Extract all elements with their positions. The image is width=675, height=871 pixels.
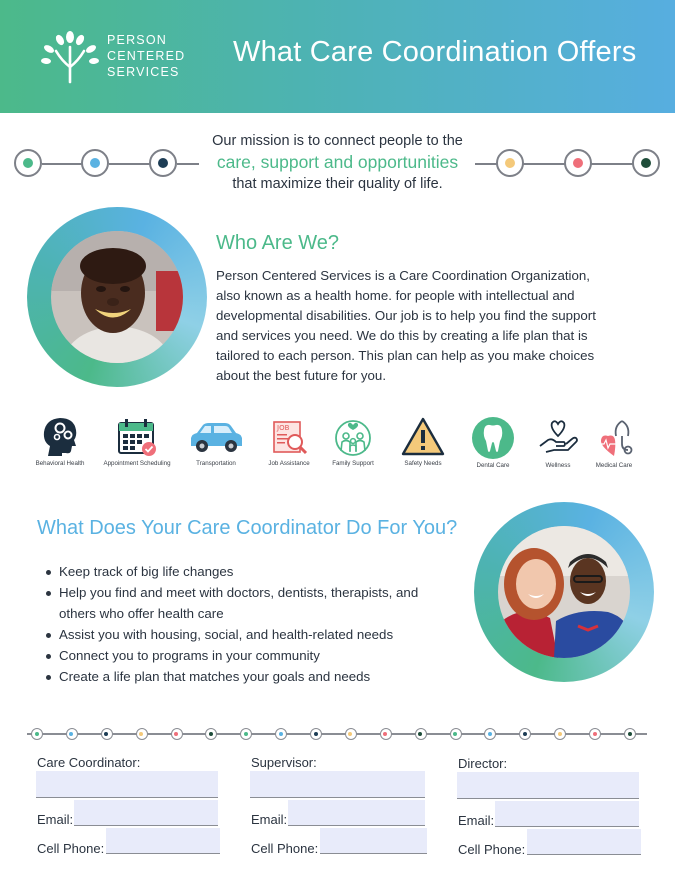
who-line: Person Centered Services is a Care Coordination Organization, xyxy=(216,268,590,283)
page-title: What Care Coordination Offers xyxy=(233,36,637,68)
cell-phone-label: Cell Phone: xyxy=(458,842,526,857)
bullet-item: Create a life plan that matches your goals and needs xyxy=(44,666,464,687)
coordinator-heading: What Does Your Care Coordinator Do For You? xyxy=(37,517,458,539)
divider-dot-fill xyxy=(488,732,492,736)
divider-dot-fill xyxy=(383,732,387,736)
portrait-ring xyxy=(27,207,207,387)
divider-dot-fill xyxy=(35,732,39,736)
connector-line xyxy=(591,163,633,165)
logo-line: PERSON xyxy=(107,33,167,47)
divider-dot-fill xyxy=(418,732,422,736)
divider-dot xyxy=(66,728,78,740)
bullet-item: Keep track of big life changes xyxy=(44,561,464,582)
portrait-photo xyxy=(51,231,183,363)
divider-dot xyxy=(171,728,183,740)
divider-dot-fill xyxy=(69,732,73,736)
who-line: also known as a health home. for people with intellectual and xyxy=(216,288,575,303)
mission-dot-fill xyxy=(23,158,33,168)
service-label: Wellness xyxy=(545,462,571,469)
mission-dot xyxy=(149,149,177,177)
mission-line-1: Our mission is to connect people to the xyxy=(212,133,463,149)
coordinator-photo-ring xyxy=(474,502,654,682)
service-label: Transportation xyxy=(196,460,236,467)
mission-line-3: that maximize their quality of life. xyxy=(232,176,443,192)
director-label: Director: xyxy=(458,756,508,771)
divider-dot xyxy=(31,728,43,740)
tooth-icon xyxy=(471,416,515,460)
logo-line: CENTERED xyxy=(107,49,186,63)
connector-line xyxy=(109,163,150,165)
divider-dot xyxy=(624,728,636,740)
divider-dot xyxy=(554,728,566,740)
service-family-support xyxy=(313,416,393,467)
logo-line: SERVICES xyxy=(107,65,180,79)
email-label: Email: xyxy=(251,812,288,827)
divider-dot xyxy=(519,728,531,740)
mission-dot-fill xyxy=(505,158,515,168)
connector-line xyxy=(523,163,565,165)
service-label: Safety Needs xyxy=(404,460,442,467)
divider-dot-fill xyxy=(348,732,352,736)
director-phone-field[interactable] xyxy=(527,829,641,855)
divider-dot xyxy=(589,728,601,740)
family-icon xyxy=(332,416,374,458)
service-appointment-scheduling xyxy=(97,416,177,467)
mission-dot xyxy=(496,149,524,177)
cell-phone-label: Cell Phone: xyxy=(37,841,105,856)
bullet-item: Help you find and meet with doctors, dentists, therapists, and xyxy=(44,582,464,603)
mission-dot xyxy=(81,149,109,177)
mission-dot xyxy=(564,149,592,177)
coordinator-photo xyxy=(498,526,630,658)
service-transportation xyxy=(176,416,256,467)
divider-dot xyxy=(380,728,392,740)
divider-dot-fill xyxy=(104,732,108,736)
care-coordinator-phone-field[interactable] xyxy=(106,828,220,854)
supervisor-email-field[interactable] xyxy=(288,800,425,826)
service-medical-care xyxy=(574,416,654,469)
tree-logo-icon xyxy=(40,27,100,85)
coordinator-bullet-list xyxy=(44,561,464,687)
calendar-icon xyxy=(116,416,158,458)
divider-dot xyxy=(310,728,322,740)
service-label: Appointment Scheduling xyxy=(103,460,171,467)
divider-dot xyxy=(415,728,427,740)
bullet-item-continuation: others who offer health care xyxy=(59,606,224,621)
svg-text:JOB: JOB xyxy=(277,424,290,432)
divider-dot-fill xyxy=(593,732,597,736)
brain-gears-icon xyxy=(40,416,80,458)
care-coordinator-field[interactable] xyxy=(36,771,218,798)
care-coordinator-email-field[interactable] xyxy=(74,800,218,826)
who-line: developmental disabilities. Our job is to help you find the support xyxy=(216,308,596,323)
divider-dot-fill xyxy=(453,732,457,736)
email-label: Email: xyxy=(458,813,495,828)
mission-dot xyxy=(14,149,42,177)
who-line: and services you need. We do this by creating a life plan that is xyxy=(216,328,588,343)
mission-dot-fill xyxy=(573,158,583,168)
who-line: tailored to each person. This plan can help as you make choices xyxy=(216,348,595,363)
divider-dot-fill xyxy=(139,732,143,736)
email-label: Email: xyxy=(37,812,74,827)
divider-dot-fill xyxy=(558,732,562,736)
divider-dot-fill xyxy=(174,732,178,736)
divider-dot-fill xyxy=(523,732,527,736)
director-field[interactable] xyxy=(457,772,639,799)
divider-dot-fill xyxy=(628,732,632,736)
mission-dot xyxy=(632,149,660,177)
divider-dot xyxy=(345,728,357,740)
director-email-field[interactable] xyxy=(495,801,639,827)
divider-dot-fill xyxy=(244,732,248,736)
mission-highlight: care, support and opportunities xyxy=(216,152,459,172)
service-behavioral-health xyxy=(20,416,100,467)
connector-line xyxy=(177,163,199,165)
header-banner xyxy=(0,0,675,113)
service-label: Job Assistance xyxy=(268,460,310,467)
connector-line xyxy=(475,163,497,165)
service-label: Medical Care xyxy=(595,462,633,469)
car-icon xyxy=(187,416,245,458)
divider-dot xyxy=(136,728,148,740)
divider-dot-fill xyxy=(209,732,213,736)
supervisor-label: Supervisor: xyxy=(251,755,317,770)
who-heading: Who Are We? xyxy=(216,232,340,254)
who-line: about the best future for you. xyxy=(216,368,387,383)
two-people-image xyxy=(498,526,630,658)
warning-icon xyxy=(401,416,445,458)
service-safety-needs xyxy=(383,416,463,467)
supervisor-field[interactable] xyxy=(250,771,425,798)
divider-dot xyxy=(205,728,217,740)
mission-dot-fill xyxy=(641,158,651,168)
mission-dot-fill xyxy=(158,158,168,168)
divider-dot xyxy=(101,728,113,740)
divider-dot xyxy=(450,728,462,740)
divider-dot-fill xyxy=(279,732,283,736)
smiling-man-image xyxy=(51,231,183,363)
service-label: Family Support xyxy=(332,460,374,467)
bullet-item: Assist you with housing, social, and health-related needs xyxy=(44,624,464,645)
logo-wordmark xyxy=(107,32,185,80)
divider-dot xyxy=(275,728,287,740)
mission-dot-fill xyxy=(90,158,100,168)
connector-line xyxy=(42,163,82,165)
service-label: Behavioral Health xyxy=(35,460,85,467)
cell-phone-label: Cell Phone: xyxy=(251,841,319,856)
who-paragraph xyxy=(216,266,626,386)
service-label: Dental Care xyxy=(476,462,510,469)
divider-dot xyxy=(240,728,252,740)
supervisor-phone-field[interactable] xyxy=(320,828,427,854)
divider-dot xyxy=(484,728,496,740)
divider-dot-fill xyxy=(314,732,318,736)
stethoscope-icon xyxy=(592,416,636,460)
job-search-icon xyxy=(268,416,310,458)
care-coordinator-label: Care Coordinator: xyxy=(37,755,141,770)
bullet-item: Connect you to programs in your community xyxy=(44,645,464,666)
